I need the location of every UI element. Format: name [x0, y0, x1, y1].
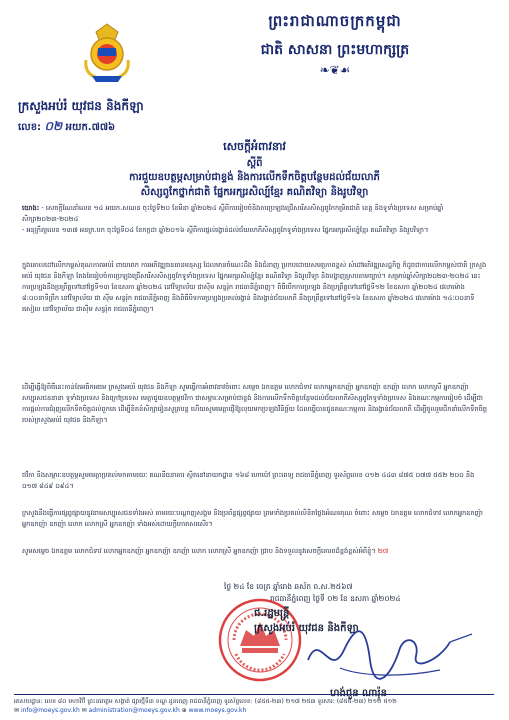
footer-divider: [14, 694, 494, 695]
globe-icon: ⊕: [181, 707, 187, 714]
ref-prefix: លេខ:: [18, 122, 42, 133]
paragraph-1: ក្នុងគោលដៅលើកកម្ពស់គុណភាពអប់រំ ពាយពេក ការអភិវឌ្ឍធនធានមនុស្ស ដែលមានចំណេះដឹង និងជំនាញ ប្រកបដោយសមត្ថភាពខ្ពស់ សំដៅអភិវឌ្ឍសេដ្ឋកិច្ច ក៏ដូចជាការលើកកម្ពស់ជាតិ ក្រសួងអប់រំ យុវជន និងកីឡា តែងតែរៀបចំការប្រឡងជ្រើសរើសសិស្សពូកែទូទាំងប្រទេស ផ្នែកអក្សរសិល្ប៍ខ្មែរ គណិតវិទ្យា និងរូបវិទ្យា និងបង្ហាញស្របតាមច្បាប់។ សម្រាប់ឆ្នាំសិក្សា២០២៣-២០២៤ នេះ ការប្រឡងនឹងប្រព្រឹត្តទៅនៅថ្ងៃទី១៣ ខែឧសភា ឆ្នាំ២០២៤ នៅវិទ្យាល័យ ជាស៊ីម សន្ធរ៉ុក រាជធានីភ្នំពេញ។ ពិធីបើកការប្រឡង និងប្រព្រឹត្តទៅនៅថ្ងៃទី១២ ខែឧសភា ឆ្នាំ២០២៤ វេលាម៉ោង ៨:០០នាទីព្រឹក នៅវិទ្យាល័យ ជា ស៊ីម សន្ធរ៉ុក រាជធានីភ្នំពេញ និងពិធីបិទការប្រឡងប្រគល់រង្វាន់ និងរង្វាន់ជ័យលាភី នឹងប្រព្រឹត្តទៅនៅថ្ងៃទី១៦ ខែឧសភា ឆ្នាំ២០២៤ វេលាម៉ោង ១៤:០០នាទីរសៀល នៅវិទ្យាល័យ ជាស៊ីម សន្ធរ៉ុក រាជធានីភ្នំពេញ។: [22, 261, 487, 313]
reference-item-1: - សេចក្តីណែនាំលេខ ១៤ អយក.សណន ចុះថ្ងៃទី២០ ខែមីនា ឆ្នាំ២០២៤ ស្តីពីការរៀបចំនិងការប្រឡងជ្រើសរើសសិស្សពូកែកម្រិតជាតិ ខេត្ត និងទូទាំងប្រទេស សម្រាប់ឆ្នាំសិក្សា២០២៣-២០២៤: [22, 204, 444, 223]
footer-address: អាសយដ្ឋាន: លេខ ៨០ មហាវិថី ព្រះនរោត្តម សង្កាត់ ផ្សារថ្មីទី៣ ខណ្ឌ ដូនពេញ រាជធានីភ្នំពេញ ទូរស័ព្ទលេខ: (៨៥៥-២៣) ២១៧ ២៥៣: [14, 698, 316, 705]
ref-suffix: អយក.៧៧៦: [65, 122, 116, 133]
footer-website[interactable]: www.moeys.gov.kh: [188, 707, 247, 714]
kingdom-header: [185, 12, 485, 77]
document-title: សេចក្តីអំពាវនាវ: [223, 140, 286, 153]
reference-number: [18, 118, 115, 136]
reference-item-2: - អនុក្រឹត្យលេខ ១៣៧ អនក្រ.បក ចុះថ្ងៃទី០៤ ខែកក្កដា ឆ្នាំ២០១៦ ស្តីពីការផ្តល់រង្វាន់ដល់ជ័យលាភីសិស្សពូកែទូទាំងប្រទេស ផ្នែកអក្សរសិល្ប៍ខ្មែរ គណិតវិទ្យា និងរូបវិទ្យា។: [22, 226, 429, 234]
ref-number: ០២: [44, 119, 63, 133]
paragraph-3: ថវិកា និងសម្ភារៈឧបត្ថម្ភសូមមេត្តាប្រគល់មកតាមរយៈ គណនីធនាគារ ស្ថិតនៅនាយកដ្ឋាន ១៦៨ ហោប៉ៅ ព្រះពេទ្យ រាជធានីភ្នំពេញ ទូរស័ព្ទលេខ ០១២ ៤៤៣ ៨៧៥ ០៧៧ ៥៥២ ២០០ និង ០១៧ ៨៤៩ ០៩៤។: [22, 471, 475, 490]
email-icon: ✉: [81, 707, 87, 714]
document-about: ស្តីពី: [246, 158, 263, 169]
signatory-ministry: ក្រសួងអប់រំ យុវជន និងកីឡា: [254, 623, 359, 634]
reference-block: [22, 203, 488, 236]
paragraph-4: ក្រសួងនឹងធ្វើការផ្សព្វផ្សាយនូវនាមសប្បុរសជនទាំងអស់ តាមរយៈបណ្តាញសង្គម និងប្រព័ន្ធផ្សព្វផ្សាយ ព្រមទាំងប្រគល់លិខិតថ្លែងអំណរគុណ ចំពោះ សម្តេច ឯកឧត្តម លោកជំទាវ លោកអ្នកឧកញ៉ា អ្នកឧកញ៉ា ឧកញ៉ា លោក លោកស្រី អ្នកឧកញ៉ា ទាំងអស់ដោយក្តីកោតសរសើរ។: [22, 509, 483, 528]
national-motto: ជាតិ សាសនា ព្រះមហាក្សត្រ: [260, 42, 410, 58]
ministry-name: ក្រសួងអប់រំ យុវជន និងកីឡា: [18, 99, 144, 113]
reference-label: យោង:: [22, 204, 40, 212]
footer-fax: ទូរសារ: (៨៥៥-២៣) ២១២ ៥១២: [317, 698, 397, 705]
document-subject-2: សិស្សពូកែថ្នាក់ជាតិ ផ្នែកអក្សរសិល្ប៍ខ្មែរ គណិតវិទ្យា និងរូបវិទ្យា: [140, 187, 369, 198]
document-subject-1: ការជួយឧបត្ថម្ភសម្រាប់ជាខ្ទង់ និងការលើកទឹកចិត្តបន្ថែមដល់ជ័យលាភី: [129, 172, 380, 183]
ministry-emblem-icon: [78, 20, 136, 84]
closing-mark: ២៧: [377, 547, 389, 555]
paragraph-5-text: សូមសម្តេច ឯកឧត្តម លោកជំទាវ លោកអ្នកឧកញ៉ា អ្នកឧកញ៉ា ឧកញ៉ា លោក លោកស្រី អ្នកឧកញ៉ា ជ្រាប និងទទួលនូវសេចក្តីគោរពដ៏ខ្ពង់ខ្ពស់អំពីខ្ញុំ។: [22, 547, 376, 555]
solar-date-day: ០២: [327, 594, 339, 603]
lunar-date: ថ្ងៃ ២៤ ខែ ចេត្រ ឆ្នាំរោង ឆស័ក ព.ស.២៥៦៧: [224, 582, 353, 591]
footer-email-info[interactable]: info@moeys.gov.kh: [20, 707, 80, 714]
handwritten-signature: [300, 620, 480, 690]
kingdom-name: ព្រះរាជាណាចក្រកម្ពុជា: [268, 12, 402, 30]
header-ornament: ❧❦☙: [319, 63, 351, 77]
email-icon: ✉: [14, 707, 20, 714]
paragraph-2: ដើម្បីធ្វើឱ្យពិធីនេះកាន់តែអធិកអធម ក្រសួងអប់រំ យុវជន និងកីឡា សូមធ្វើការអំពាវនាវចំពោះ សម្តេច ឯកឧត្តម លោកជំទាវ លោកអ្នកឧកញ៉ា អ្នកឧកញ៉ា ឧកញ៉ា លោក លោកស្រី អ្នកឧកញ៉ា សប្បុរសជននានា ទូទាំងប្រទេស និងក្រៅប្រទេស មេត្តាជួយឧបត្ថម្ភថវិកា ជាសម្ភារៈសម្រាប់ជាខ្ទង់ និងការលើកទឹកចិត្តបន្ថែមដល់ជ័យលាភីសិស្សពូកែទូទាំងប្រទេស និងគណៈកម្មការរៀបចំ ដើម្បីជាការផ្តល់ការជំរុញលើកទឹកចិត្តដល់ពួកគេ ដើម្បីខិតខំសិក្សារៀនសូត្របន្ត ហើយសូមមេត្តាផ្ញើឱ្យលុយមកប្រឡងវិនិច្ឆ័យ ដែលធ្វើបានជូនគណៈកម្មការ និងរង្វាន់ជ័យលាភី ដើម្បីចូលរួមដឹកនាំលើកទឹកចិត្ត របស់ក្រសួងអប់រំ យុវជន និងកីឡា។: [22, 383, 487, 424]
footer-email-admin[interactable]: administration@moeys.gov.kh: [88, 707, 180, 714]
paragraph-5: [22, 546, 488, 557]
solar-date-prefix: រាជធានីភ្នំពេញ ថ្ងៃទី: [270, 594, 325, 603]
solar-date-rest: ខែ ឧសភា ឆ្នាំ២០២៤: [340, 594, 401, 603]
signatory-title: ជ.រដ្ឋមន្ត្រី: [254, 608, 290, 619]
letter-footer: [14, 697, 494, 715]
